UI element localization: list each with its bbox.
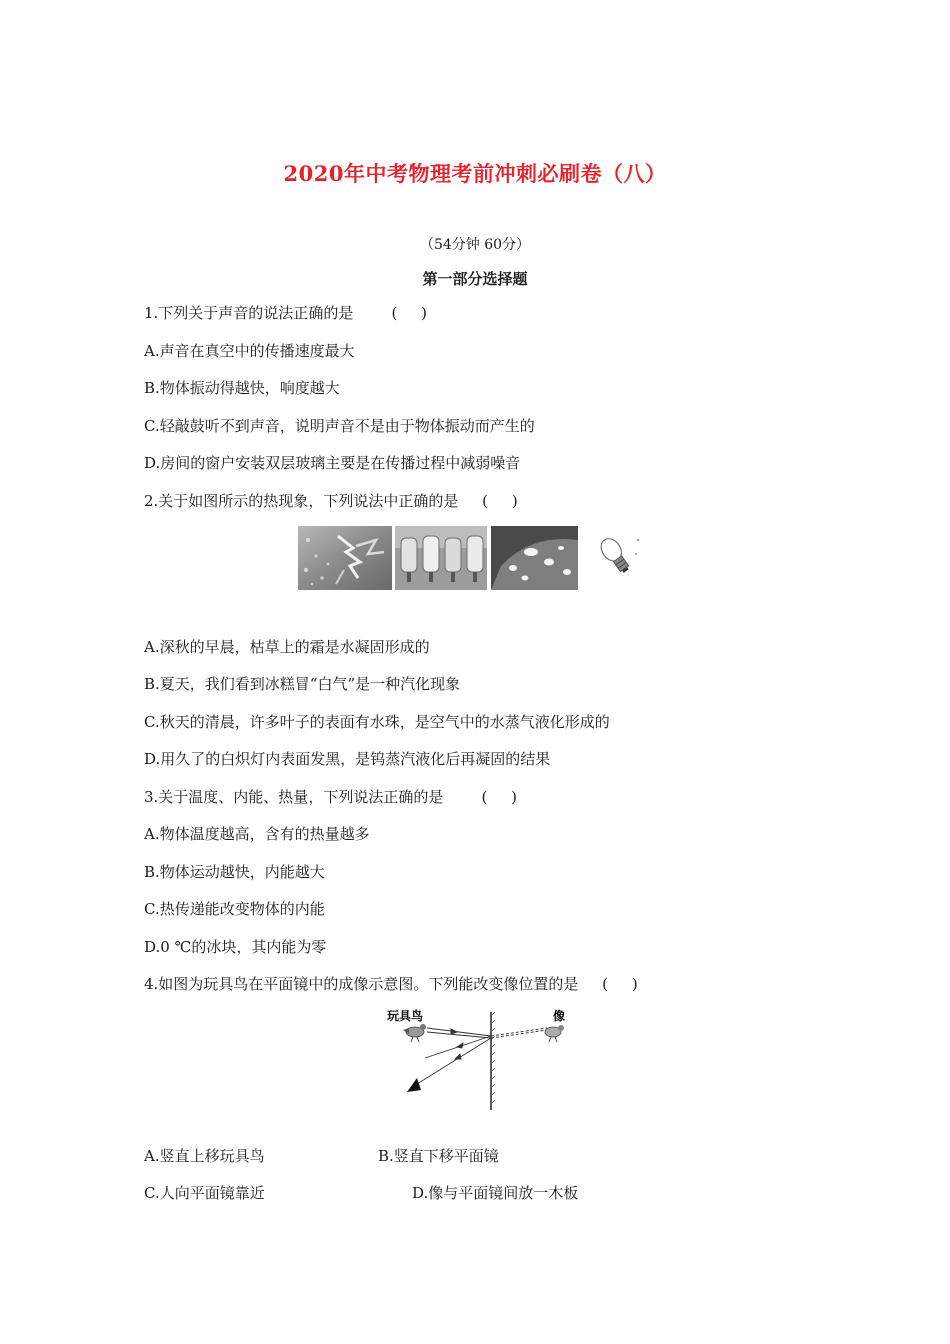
time-score-note: （54分钟 60分） <box>419 237 531 253</box>
question-1-option-b: B.物体振动得越快，响度越大 <box>144 379 340 397</box>
figure-label-image: 像 <box>553 1009 566 1023</box>
question-4-stem: 4.如图为玩具鸟在平面镜中的成像示意图。下列能改变像位置的是 ( ) <box>144 975 638 993</box>
question-3-stem: 3.关于温度、内能、热量，下列说法正确的是 ( ) <box>144 788 518 806</box>
question-3-option-a: A.物体温度越高，含有的热量越多 <box>144 825 370 843</box>
question-2-option-d: D.用久了的白炽灯内表面发黑，是钨蒸汽液化后再凝固的结果 <box>144 750 551 768</box>
question-1-option-c: C.轻敲鼓听不到声音，说明声音不是由于物体振动而产生的 <box>144 417 535 435</box>
question-3-option-b: B.物体运动越快，内能越大 <box>144 863 325 881</box>
question-3-option-c: C.热传递能改变物体的内能 <box>144 900 325 918</box>
light-rays <box>417 1028 491 1084</box>
question-1-option-a: A.声音在真空中的传播速度最大 <box>144 342 355 360</box>
question-1-option-d: D.房间的窗户安装双层玻璃主要是在传播过程中减弱噪音 <box>144 454 521 472</box>
plane-mirror-figure <box>385 1008 585 1114</box>
frost-photo <box>298 526 392 590</box>
question-4-option-a: A.竖直上移玩具鸟 <box>144 1147 265 1165</box>
question-2-stem: 2.关于如图所示的热现象，下列说法中正确的是 ( ) <box>144 492 518 510</box>
question-4-option-d: D.像与平面镜间放一木板 <box>412 1184 579 1202</box>
bird-image-icon <box>545 1025 564 1042</box>
section-heading: 第一部分选择题 <box>422 270 528 288</box>
toy-bird-icon <box>403 1024 426 1042</box>
light-bulb-icon <box>592 526 643 590</box>
plane-mirror <box>491 1012 495 1110</box>
question-1-stem: 1.下列关于声音的说法正确的是 ( ) <box>144 304 428 322</box>
dewdrops-leaf-photo <box>491 526 578 590</box>
question-2-option-c: C.秋天的清晨，许多叶子的表面有水珠，是空气中的水蒸气液化形成的 <box>144 713 610 731</box>
paper-title: 2020年中考物理考前冲刺必刷卷（八） <box>283 161 667 186</box>
question-2-option-a: A.深秋的早晨，枯草上的霜是水凝固形成的 <box>144 638 430 656</box>
popsicle-photo <box>395 526 487 590</box>
question-4-option-c: C.人向平面镜靠近 <box>144 1184 265 1202</box>
question-4-option-b: B.竖直下移平面镜 <box>378 1147 499 1165</box>
figure-label-toy-bird: 玩具鸟 <box>387 1009 424 1023</box>
question-2-option-b: B.夏天，我们看到冰糕冒“白气”是一种汽化现象 <box>144 675 461 693</box>
observer-eye-icon <box>407 1078 421 1092</box>
heat-phenomena-figure <box>298 526 643 590</box>
question-3-option-d: D.0 ℃的冰块，其内能为零 <box>144 938 327 956</box>
